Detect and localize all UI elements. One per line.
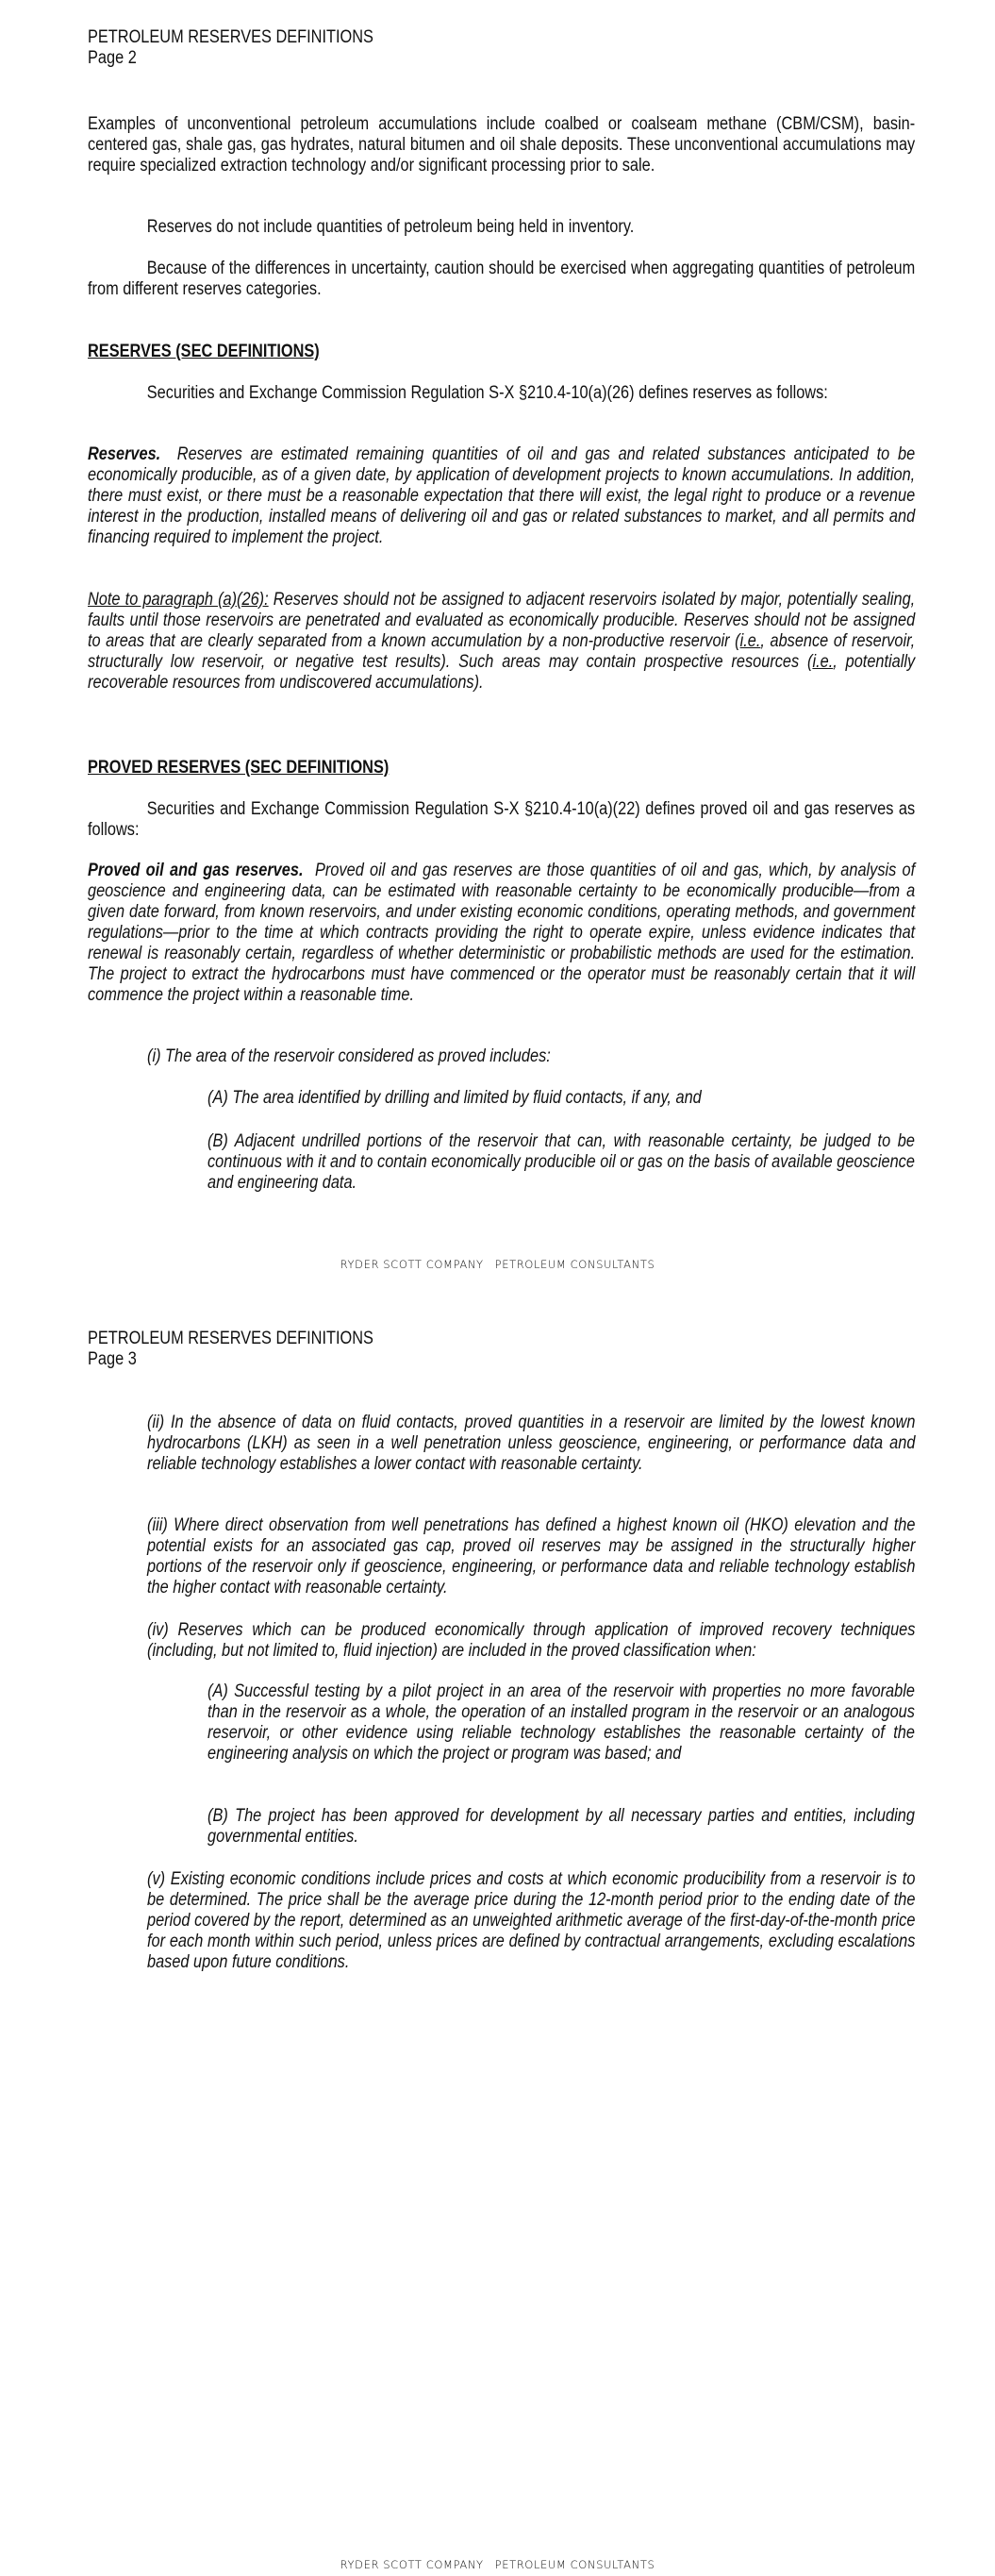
paragraph-sec-reserves: Securities and Exchange Commission Regulation S-X §210.4-10(a)(26) defines reserves as follows: <box>146 383 828 403</box>
clause-iii: (iii) Where direct observation from well penetrations has defined a highest known oil (HKO) elevation and the potential exists for an associated gas cap, proved oil reserves may be assigned in the structurally higher portions of the reservoir only if geoscience, engineering, or performance data and reliable technology establish the higher contact with reasonable certainty. <box>147 1515 916 1597</box>
clause-i-a: (A) The area identified by drilling and limited by fluid contacts, if any, and <box>207 1088 702 1108</box>
footer-tagline: PETROLEUM CONSULTANTS <box>494 1258 655 1271</box>
clause-i: (i) The area of the reservoir considered as proved includes: <box>147 1046 551 1066</box>
footer-logo <box>0 2558 995 2571</box>
header-title: PETROLEUM RESERVES DEFINITIONS <box>88 1329 373 1348</box>
proved-definition-text: Proved oil and gas reserves are those quantities of oil and gas, which, by analysis of geoscience and engineering data, can be estimated with reasonable certainty to be economically producible—from a given date forward, from known reservoirs, and under existing economic conditions, operating methods, and government regulations—prior to the time at which contracts providing the right to operate expire, unless evidence indicates that renewal is reasonably certain, regardless of whether deterministic or probabilistic methods are used for the estimation. The project to extract the hydrocarbons must have commenced or the operator must be reasonably certain that it will commence the project within a reasonable time. <box>88 861 916 1005</box>
reserves-definition <box>88 444 915 548</box>
clause-ii: (ii) In the absence of data on fluid contacts, proved quantities in a reservoir are limited by the lowest known hydrocarbons (LKH) as seen in a well penetration unless geoscience, engineering, or performance data and reliable technology establishes a lower contact with reasonable certainty. <box>147 1413 916 1474</box>
clause-iv-a: (A) Successful testing by a pilot project in an area of the reservoir with properties no more favorable than in the reservoir as a whole, the operation of an installed program in the reservoir or an analogous reservoir, or other evidence using reliable technology establishes the reasonable certainty of the engineering analysis on which the project or program was based; and <box>207 1681 915 1764</box>
footer-company: RYDER SCOTT COMPANY <box>340 2558 484 2571</box>
section-heading-reserves: RESERVES (SEC DEFINITIONS) <box>88 342 320 361</box>
footer-company: RYDER SCOTT COMPANY <box>340 1258 484 1271</box>
note-paragraph <box>88 590 915 694</box>
clause-i-b: (B) Adjacent undrilled portions of the reservoir that can, with reasonable certainty, be judged to be continuous with it and to contain economically producible oil or gas on the basis of available geoscience and engineering data. <box>207 1131 915 1193</box>
paragraph-inventory: Reserves do not include quantities of petroleum being held in inventory. <box>146 217 635 237</box>
page-header <box>88 27 915 69</box>
reserves-definition-text: Reserves are estimated remaining quantities of oil and gas and related substances anticipated to be economically producible, as of a given date, by application of development projects to known accumulations. In addition, there must exist, or there must be a reasonable expectation that there will exist, the legal right to produce or a revenue interest in the production, installed means of delivering oil and gas or related substances to market, and all permits and financing required to implement the project. <box>88 444 916 547</box>
term-reserves: Reserves. <box>88 444 161 464</box>
paragraph-unconventional: Examples of unconventional petroleum accumulations include coalbed or coalseam methane (CBM/CSM), basin-centered gas, shale gas, gas hydrates, natural bitumen and oil shale deposits. These unconventional accumulations may require specialized extraction technology and/or significant processing prior to sale. <box>88 114 916 176</box>
header-title: PETROLEUM RESERVES DEFINITIONS <box>88 27 373 47</box>
note-label: Note to paragraph (a)(26): <box>88 590 269 610</box>
paragraph-aggregation: Because of the differences in uncertainty, caution should be exercised when aggregating quantities of petroleum from different reserves categories. <box>88 259 916 299</box>
page-number: Page 2 <box>88 48 137 68</box>
clause-v: (v) Existing economic conditions include prices and costs at which economic producibility from a reservoir is to be determined. The price shall be the average price during the 12-month period prior to the ending date of the period covered by the report, determined as an unweighted arithmetic average of the first-day-of-the-month price for each month within such period, unless prices are defined by contractual arrangements, excluding escalations based upon future conditions. <box>147 1869 916 1972</box>
note-text: , absence of reservoir, structurally low reservoir, or negative test results). Such areas may contain prospective resources ( <box>88 631 916 672</box>
clause-iv-b: (B) The project has been approved for development by all necessary parties and entities, including governmental entities. <box>207 1806 915 1847</box>
proved-definition <box>88 861 915 1006</box>
paragraph-sec-proved: Securities and Exchange Commission Regulation S-X §210.4-10(a)(22) defines proved oil and gas reserves as follows: <box>88 799 916 840</box>
section-heading-proved-reserves: PROVED RESERVES (SEC DEFINITIONS) <box>88 758 390 778</box>
page-header <box>88 1329 915 1370</box>
ie-abbrev: i.e. <box>812 652 834 672</box>
note-text: , potentially recoverable resources from undiscovered accumulations). <box>88 652 916 693</box>
term-proved: Proved oil and gas reserves. <box>88 861 304 880</box>
footer-logo <box>0 1258 995 1271</box>
ie-abbrev: i.e. <box>739 631 761 651</box>
note-text: Reserves should not be assigned to adjacent reservoirs isolated by major, potentially sealing, faults until those reservoirs are penetrated and evaluated as economically producible. Reserves should not be assigned to areas that are clearly separated from a known accumulation by a non-productive reservoir ( <box>88 590 916 651</box>
clause-iv: (iv) Reserves which can be produced economically through application of improved recovery techniques (including, but not limited to, fluid injection) are included in the proved classification when: <box>147 1620 916 1661</box>
page-number: Page 3 <box>88 1349 137 1369</box>
footer-tagline: PETROLEUM CONSULTANTS <box>494 2558 655 2571</box>
